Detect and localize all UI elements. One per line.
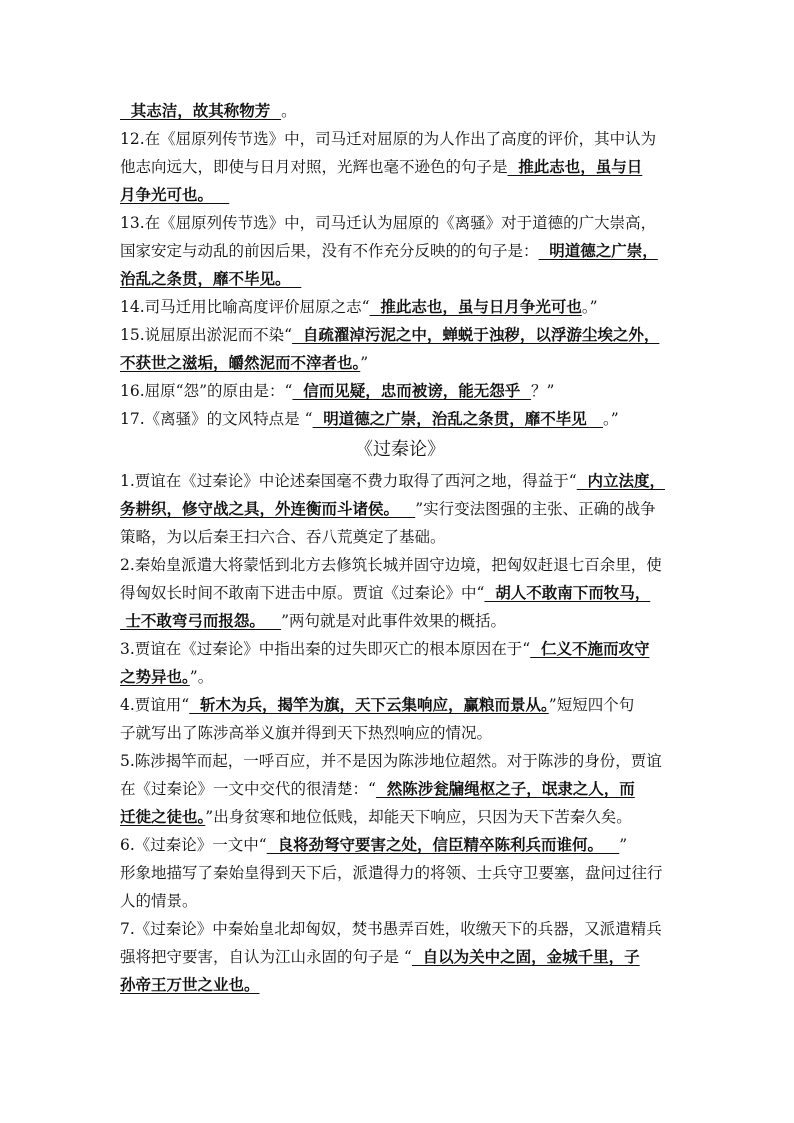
answer-text: 推此志也，虽与日: [507, 157, 643, 176]
question-text: ？”: [531, 382, 555, 400]
answer-text: 迁徙之徒也。: [120, 807, 206, 826]
question-text: 15.说屈原出淤泥而不染“: [120, 326, 293, 344]
question-text: 6.《过秦论》一文中“: [120, 836, 267, 854]
text-line: [120, 321, 680, 349]
question-text: 人的情景。: [120, 892, 198, 910]
question-text: ”实行变法图强的主张、正确的战争: [415, 500, 656, 518]
text-line: [120, 943, 680, 971]
question-text: ”: [619, 836, 628, 854]
question-text: 2.秦始皇派遣大将蒙恬到北方去修筑长城并固守边境，把匈奴赶退七百余里，使: [120, 556, 662, 574]
question-text: 。: [281, 102, 297, 120]
question-text: 得匈奴长时间不敢南下进击中原。贾谊《过秦论》中“: [120, 584, 485, 602]
answer-text: 孙帝王万世之业也。: [120, 975, 260, 994]
question-text: ”短短四个句: [548, 696, 635, 714]
answer-text: 士不敢弯弓而报怨。: [120, 611, 282, 630]
text-line: [120, 887, 680, 915]
question-text: 。”: [603, 410, 619, 428]
answer-text: 信而见疑，忠而被谤，能无怨乎: [292, 381, 532, 400]
text-line: [120, 181, 680, 209]
text-line: [120, 495, 680, 523]
text-line: [120, 377, 680, 405]
text-line: [120, 523, 680, 551]
question-text: 16.屈原“怨”的原由是：“: [120, 382, 293, 400]
text-line: [120, 607, 680, 635]
text-line: [120, 467, 680, 495]
question-text: 5.陈涉揭竿而起，一呼百应，并不是因为陈涉地位超然。对于陈涉的身份，贾谊: [120, 752, 662, 770]
answer-text: 治乱之条贯，靡不毕见。: [120, 269, 302, 288]
text-line: [120, 405, 680, 433]
text-line: [120, 691, 680, 719]
answer-text: 务耕织，修守战之具，外连衡而斗诸侯。: [120, 499, 416, 518]
text-line: [120, 237, 680, 265]
text-line: [120, 349, 680, 377]
answer-text: 胡人不敢南下而牧马，: [484, 583, 651, 602]
text-line: [120, 265, 680, 293]
text-line: [120, 859, 680, 887]
answer-text: 明道德之广崇，治乱之条贯，靡不毕见: [312, 409, 603, 428]
text-line: [120, 209, 680, 237]
document-body: [120, 97, 680, 999]
question-text: 17.《离骚》的文风特点是 “: [120, 410, 313, 428]
section-title: 《过秦论》: [355, 439, 445, 460]
answer-text: 自以为关中之固，金城千里，子: [411, 947, 640, 966]
text-line: [120, 803, 680, 831]
answer-text: 自疏濯淖污泥之中，蝉蜕于浊秽，以浮游尘埃之外，: [292, 325, 660, 344]
text-line: [120, 971, 680, 999]
text-line: [120, 551, 680, 579]
question-text: ”: [360, 354, 369, 372]
answer-text: 月争光可也。: [120, 185, 230, 204]
answer-text: 推此志也，虽与日月争光可也: [369, 297, 582, 316]
text-line: [120, 915, 680, 943]
answer-text: 不获世之滋垢，皭然泥而不滓者也。: [120, 353, 361, 372]
answer-text: 仁义不施而攻守: [530, 639, 650, 658]
text-line: [120, 579, 680, 607]
question-text: ”出身贫寒和地位低贱，却能天下响应，只因为天下苦秦久矣。: [205, 808, 632, 826]
question-text: 强将把守要害，自认为江山永固的句子是 “: [120, 948, 412, 966]
question-text: 3.贾谊在《过秦论》中指出秦的过失即灭亡的根本原因在于“: [120, 640, 531, 658]
text-line: [120, 635, 680, 663]
answer-text: 然陈涉瓮牖绳枢之子，氓隶之人，而: [375, 779, 635, 798]
question-text: 他志向远大，即使与日月对照，光辉也毫不逊色的句子是: [120, 158, 508, 176]
text-line: [120, 125, 680, 153]
question-text: 13.在《屈原列传节选》中，司马迁认为屈原的《离骚》对于道德的广大崇高，: [120, 214, 657, 232]
text-line: [120, 97, 680, 125]
answer-text: 其志洁，故其称物芳: [120, 101, 282, 120]
question-text: 国家安定与动乱的前因后果，没有不作充分反映的的句子是：: [120, 242, 539, 260]
answer-text: 之势异也。: [120, 667, 190, 686]
text-line: [120, 153, 680, 181]
answer-text: 良将劲弩守要害之处，信臣精卒陈利兵而谁何。: [266, 835, 620, 854]
question-text: 子就写出了陈涉高举义旗并得到天下热烈响应的情况。: [120, 724, 493, 742]
question-text: ”。: [189, 668, 214, 686]
question-text: 4.贾谊用“: [120, 696, 190, 714]
text-line: [120, 775, 680, 803]
question-text: 策略，为以后秦王扫六合、吞八荒奠定了基础。: [120, 528, 446, 546]
question-text: 形象地描写了秦始皇得到天下后，派遣得力的将领、士兵守卫要塞，盘问过往行: [120, 864, 663, 882]
question-text: 7.《过秦论》中秦始皇北却匈奴，焚书愚弄百姓，收缴天下的兵器，又派遣精兵: [120, 920, 662, 938]
question-text: 在《过秦论》一文中交代的很清楚：“: [120, 780, 376, 798]
quiz-part-qu-yuan: [120, 97, 680, 433]
question-text: 12.在《屈原列传节选》中，司马迁对屈原的为人作出了高度的评价，其中认为: [120, 130, 657, 148]
text-line: [120, 831, 680, 859]
question-text: ”两句就是对此事件效果的概括。: [281, 612, 507, 630]
text-line: [120, 293, 680, 321]
question-text: 。”: [581, 298, 598, 316]
text-line: [120, 747, 680, 775]
question-text: 1.贾谊在《过秦论》中论述秦国毫不费力取得了西河之地，得益于“: [120, 472, 577, 490]
answer-text: 明道德之广崇，: [538, 241, 658, 260]
text-line: [120, 719, 680, 747]
text-line: [120, 663, 680, 691]
quiz-part-guo-qin-lun: [120, 467, 680, 999]
answer-text: 内立法度，: [576, 471, 666, 490]
question-text: 14.司马迁用比喻高度评价屈原之志“: [120, 298, 370, 316]
answer-text: 斩木为兵，揭竿为旗，天下云集响应，赢粮而景从。: [189, 695, 549, 714]
